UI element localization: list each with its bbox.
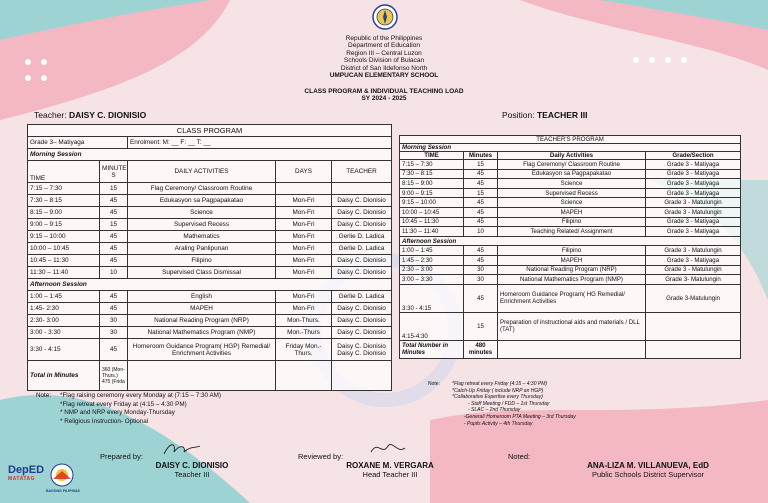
minutes-cell: 45: [100, 303, 128, 315]
minutes-cell: 30: [100, 315, 128, 327]
time-cell: 1:45- 2:30: [28, 303, 100, 315]
empty-cell: [498, 340, 646, 358]
time-cell: 1:00 – 1:45: [28, 291, 100, 303]
time-cell: 7:30 – 8:15: [28, 195, 100, 207]
position-line: [502, 110, 588, 120]
grade-cell: Grade 3 - Matiyaga: [646, 160, 741, 170]
time-cell: 10:00 – 10:45: [400, 207, 464, 217]
enrolment: Enrolment: M: __ F: __ T: __: [128, 137, 392, 149]
teacher-cell: Daisy C. Dionisio Daisy C. Dionisio: [332, 339, 392, 361]
grade-cell: Grade 3 - Matiyaga: [646, 169, 741, 179]
reviewed-by-title: Head Teacher III: [362, 470, 418, 479]
days-cell: Mon-Fri: [276, 267, 332, 279]
activity-cell: National Mathematics Program (NMP): [498, 275, 646, 285]
table-row: [28, 207, 392, 219]
table-row: [400, 275, 741, 285]
matatag-logo-text: MATATAG: [8, 476, 36, 482]
activity-cell: National Reading Program (NRP): [498, 265, 646, 275]
division-line: Schools Division of Bulacan: [343, 57, 425, 65]
activity-cell: Flag Ceremony/ Classroom Routine: [128, 183, 276, 195]
school-year: SY 2024 - 2025: [361, 95, 407, 103]
activity-cell: Preparation of instructional aids and materials / DLL (TAT): [498, 312, 646, 340]
district-line: District of San Ildefonso North: [340, 64, 428, 72]
table-row: [28, 219, 392, 231]
note-item: *Catch-Up Friday ( include NRP an HGP): [452, 387, 544, 394]
minutes-cell: 45: [100, 291, 128, 303]
activity-cell: Homeroom Guidance Program( HG Remedial/ Enrichment Activities: [498, 284, 646, 312]
header-activities: DAILY ACTIVITIES: [128, 161, 276, 183]
activity-cell: Homeroom Guidance Program( HGP) Remedial/ Enrichment Activities: [128, 339, 276, 361]
teacher-cell: Daisy C. Dionisio: [332, 195, 392, 207]
empty-cell: [332, 361, 392, 391]
table-row: [28, 243, 392, 255]
signature-icon: [368, 440, 408, 458]
time-cell: 3:30 - 4:15: [400, 284, 464, 312]
teacher-cell: Daisy C. Dionisio: [332, 207, 392, 219]
document-title: [0, 88, 768, 103]
bagong-pilipinas-logo-text: BAGONG PILIPINAS: [46, 489, 80, 493]
table-row: [400, 284, 741, 312]
time-cell: 3:00 - 3:30: [28, 327, 100, 339]
note-item: - Pupils Activity – 4th Thursday: [464, 420, 533, 427]
teacher-label: Teacher:: [34, 110, 67, 120]
activity-cell: Science: [498, 198, 646, 208]
table-row: [28, 315, 392, 327]
days-cell: Mon.-Thurs: [276, 327, 332, 339]
time-cell: 1:45 – 2:30: [400, 255, 464, 265]
noted-by-name: ANA-LIZA M. VILLANUEVA, EdD: [587, 461, 709, 470]
teacher-cell: Daisy C. Dionisio: [332, 267, 392, 279]
minutes-cell: 15: [464, 312, 498, 340]
table-row: [400, 312, 741, 340]
note-item: *Collaborative Expertise every Thursday): [452, 394, 543, 401]
teacher-cell: Gerlie D. Ladica: [332, 231, 392, 243]
deped-seal-icon: [372, 4, 398, 30]
time-cell: 9:00 – 9:15: [28, 219, 100, 231]
minutes-cell: 45: [464, 207, 498, 217]
note-item: - SLAC – 2nd Thursday: [468, 407, 521, 414]
letterhead: [0, 35, 768, 80]
time-cell: 7:15 – 7:30: [28, 183, 100, 195]
table-row: [400, 169, 741, 179]
minutes-cell: 45: [100, 207, 128, 219]
tp-afternoon-session-label: Afternoon Session: [400, 236, 741, 246]
minutes-cell: 15: [464, 160, 498, 170]
minutes-cell: 10: [464, 227, 498, 237]
afternoon-session-label: Afternoon Session: [28, 279, 392, 291]
table-row: [400, 207, 741, 217]
time-cell: 10:00 – 10:45: [28, 243, 100, 255]
grade-cell: Grade 3 - Matiyaga: [646, 227, 741, 237]
teacher-cell: Daisy C. Dionisio: [332, 255, 392, 267]
total-value: 360 (Mon-Thurs.) 475 (Frida: [100, 361, 128, 391]
table-row: [400, 227, 741, 237]
table-row: [28, 327, 392, 339]
table-row: [28, 361, 392, 391]
time-cell: 7:30 – 8:15: [400, 169, 464, 179]
signature-icon: [162, 440, 202, 458]
table-row: [28, 255, 392, 267]
deped-logo-text: DepED: [8, 464, 45, 476]
teacher-line: [34, 110, 146, 120]
grade-cell: Grade 3 - Matulungin: [646, 207, 741, 217]
activity-cell: Araling Panlipunan: [128, 243, 276, 255]
table-row: [28, 303, 392, 315]
republic-line: Republic of the Philippines: [345, 35, 423, 42]
class-program-table: [27, 124, 392, 391]
activity-cell: Supervised Class Dismissal: [128, 267, 276, 279]
noted-by-label: Noted:: [508, 452, 531, 461]
table-row: [28, 267, 392, 279]
teachers-program-table: [399, 135, 741, 359]
table-row: [28, 195, 392, 207]
days-cell: Mon-Fri: [276, 255, 332, 267]
minutes-cell: 30: [100, 327, 128, 339]
minutes-cell: 45: [464, 255, 498, 265]
minutes-cell: 45: [100, 243, 128, 255]
activity-cell: English: [128, 291, 276, 303]
note-item: * NMP and NRP every Monday-Thursday: [60, 409, 175, 416]
activity-cell: MAPEH: [498, 207, 646, 217]
activity-cell: Science: [498, 179, 646, 189]
prepared-by-label: Prepared by:: [100, 452, 143, 461]
prepared-by-block: [152, 461, 232, 479]
time-cell: 3:30 - 4:15: [28, 339, 100, 361]
table-row: [400, 217, 741, 227]
table-row: [400, 198, 741, 208]
activity-cell: Mathematics: [128, 231, 276, 243]
table-row: [400, 236, 741, 246]
minutes-cell: 45: [464, 198, 498, 208]
minutes-cell: 45: [100, 231, 128, 243]
minutes-cell: 45: [100, 255, 128, 267]
minutes-cell: 30: [464, 275, 498, 285]
time-cell: 8:15 – 9:00: [28, 207, 100, 219]
activity-cell: MAPEH: [128, 303, 276, 315]
tp-header-minutes: Minutes: [464, 152, 498, 160]
table-row: [28, 339, 392, 361]
days-cell: Mon-Fri: [276, 195, 332, 207]
time-cell: 7:15 – 7:30: [400, 160, 464, 170]
reviewed-by-block: [340, 461, 440, 479]
empty-cell: [128, 361, 276, 391]
time-cell: 10:45 – 11:30: [400, 217, 464, 227]
time-cell: 9:00 – 9:15: [400, 188, 464, 198]
note-item: -General/ Homeroom PTA Meeting – 3rd Thursday: [464, 413, 576, 420]
table-row: [400, 160, 741, 170]
time-cell: 4:15-4:30: [400, 312, 464, 340]
table-row: [400, 255, 741, 265]
header-time: TIME: [28, 161, 100, 183]
note-label: Note:: [36, 392, 52, 399]
grade-cell: Grade 3 - Matulungin: [646, 198, 741, 208]
header-minutes: MINUTE S: [100, 161, 128, 183]
minutes-cell: 45: [100, 339, 128, 361]
class-program-notes: [36, 392, 221, 426]
department-line: Department of Education: [348, 42, 420, 50]
grade-cell: Grade 3 - Matulungin: [646, 265, 741, 275]
note-item: *Flag retreat every Friday at (4:15 – 4:30 PM): [60, 400, 187, 408]
activity-cell: National Reading Program (NRP): [128, 315, 276, 327]
title-line: CLASS PROGRAM & INDIVIDUAL TEACHING LOAD: [304, 88, 464, 95]
table-row: [28, 183, 392, 195]
minutes-cell: 30: [464, 265, 498, 275]
table-row: [400, 188, 741, 198]
activity-cell: MAPEH: [498, 255, 646, 265]
noted-by-block: [560, 461, 736, 479]
table-row: [400, 265, 741, 275]
grade-cell: Grade 3 - Matiyaga: [646, 217, 741, 227]
table-row: [28, 279, 392, 291]
school-line: UMPUCAN ELEMENTARY SCHOOL: [329, 72, 439, 80]
table-row: [400, 246, 741, 256]
minutes-cell: 10: [100, 267, 128, 279]
total-label: Total in Minutes: [28, 361, 100, 391]
grade-cell: Grade 3 - Matiyaga: [646, 179, 741, 189]
activity-cell: Flag Ceremony/ Classroom Routine: [498, 160, 646, 170]
grade-cell: Grade 3 - Matulungin: [646, 246, 741, 256]
teacher-cell: Gerlie D. Ladica: [332, 243, 392, 255]
grade-cell: Grade 3-Matulungin: [646, 284, 741, 312]
table-row: [28, 231, 392, 243]
class-program-caption: CLASS PROGRAM: [28, 125, 392, 137]
table-row: [28, 291, 392, 303]
time-cell: 9:15 – 10:00: [400, 198, 464, 208]
days-cell: Friday Mon.-Thurs.: [276, 339, 332, 361]
header-days: DAYS: [276, 161, 332, 183]
teacher-cell: [332, 183, 392, 195]
days-cell: Mon-Fri: [276, 231, 332, 243]
activity-cell: Edukasyon sa Pagpapakatao: [498, 169, 646, 179]
empty-cell: [276, 361, 332, 391]
table-row: [400, 340, 741, 358]
note-item: *Flag retreat every Friday (4:15 – 4:30 PM): [452, 381, 548, 387]
teachers-program-caption: TEACHER'S PROGRAM: [400, 136, 741, 144]
note-item: * Religious Instruction- Optional: [60, 417, 149, 425]
tp-note-label: Note:: [428, 381, 440, 387]
prepared-by-title: Teacher III: [174, 470, 210, 479]
tp-header-activities: Daily Activities: [498, 152, 646, 160]
activity-cell: Edukasyon sa Pagpapakatao: [128, 195, 276, 207]
note-item: - Staff Meeting / FDD – 1st Thursday: [468, 400, 550, 407]
activity-cell: Teaching Related/ Assignment: [498, 227, 646, 237]
time-cell: 8:15 – 9:00: [400, 179, 464, 189]
time-cell: 2:30- 3:00: [28, 315, 100, 327]
grade-cell: Grade 3 - Matiyaga: [646, 188, 741, 198]
tp-total-label: Total Number in Minutes: [400, 340, 464, 358]
minutes-cell: 15: [100, 183, 128, 195]
bagong-pilipinas-logo-icon: [50, 463, 74, 487]
days-cell: Mon-Fri: [276, 207, 332, 219]
region-line: Region III – Central Luzon: [346, 49, 422, 57]
minutes-cell: 15: [464, 188, 498, 198]
teacher-name: DAISY C. DIONISIO: [68, 110, 147, 120]
minutes-cell: 45: [100, 195, 128, 207]
teacher-cell: Daisy C. Dionisio: [332, 219, 392, 231]
empty-cell: [646, 340, 741, 358]
time-cell: 11:30 – 11:40: [28, 267, 100, 279]
table-row: [400, 179, 741, 189]
grade-cell: Grade 3 - Matiyaga: [646, 255, 741, 265]
activity-cell: Filipino: [128, 255, 276, 267]
activity-cell: Supervised Recess: [128, 219, 276, 231]
note-item: *Flag raising ceremony every Monday at (7:15 – 7:30 AM): [60, 392, 221, 399]
grade-cell: [646, 312, 741, 340]
minutes-cell: 45: [464, 217, 498, 227]
days-cell: Mon-Fri: [276, 219, 332, 231]
minutes-cell: 45: [464, 284, 498, 312]
prepared-by-name: DAISY C. DIONISIO: [155, 461, 229, 470]
activity-cell: Filipino: [498, 217, 646, 227]
teachers-program-notes: [428, 381, 576, 427]
days-cell: Mon-Thurs.: [276, 315, 332, 327]
tp-header-time: TIME: [400, 152, 464, 160]
teacher-cell: Gerlie D. Ladica: [332, 291, 392, 303]
days-cell: Mon-Fri: [276, 243, 332, 255]
days-cell: Mon-Fri: [276, 303, 332, 315]
days-cell: Mon-Fri: [276, 291, 332, 303]
grade-section: Grade 3– Matiyaga: [28, 137, 128, 149]
time-cell: 3:00 – 3:30: [400, 275, 464, 285]
minutes-cell: 45: [464, 179, 498, 189]
activity-cell: Filipino: [498, 246, 646, 256]
morning-session-label: Morning Session: [28, 149, 392, 161]
time-cell: 11:30 – 11:40: [400, 227, 464, 237]
teacher-cell: Daisy C. Dionisio: [332, 303, 392, 315]
minutes-cell: 45: [464, 246, 498, 256]
activity-cell: National Mathematics Program (NMP): [128, 327, 276, 339]
tp-header-grade: Grade/Section: [646, 152, 741, 160]
grade-cell: Grade 3- Matulungin: [646, 275, 741, 285]
reviewed-by-label: Reviewed by:: [298, 452, 344, 461]
time-cell: 2:30 – 3:00: [400, 265, 464, 275]
time-cell: 1:00 – 1:45: [400, 246, 464, 256]
time-cell: 10:45 – 11:30: [28, 255, 100, 267]
days-cell: [276, 183, 332, 195]
teacher-cell: Daisy C. Dionisio: [332, 315, 392, 327]
minutes-cell: 15: [100, 219, 128, 231]
position-label: Position:: [502, 110, 535, 120]
time-cell: 9:15 – 10:00: [28, 231, 100, 243]
reviewed-by-name: ROXANE M. VERGARA: [346, 461, 434, 470]
teacher-cell: Daisy C. Dionisio: [332, 327, 392, 339]
noted-by-title: Public Schools District Supervisor: [591, 470, 705, 479]
tp-total-value: 480 minutes: [464, 340, 498, 358]
tp-morning-session-label: Morning Session: [400, 144, 741, 152]
deped-logo: [8, 464, 46, 486]
activity-cell: Science: [128, 207, 276, 219]
header-teacher: TEACHER: [332, 161, 392, 183]
minutes-cell: 45: [464, 169, 498, 179]
activity-cell: Supervised Recess: [498, 188, 646, 198]
position-value: TEACHER III: [536, 110, 588, 120]
